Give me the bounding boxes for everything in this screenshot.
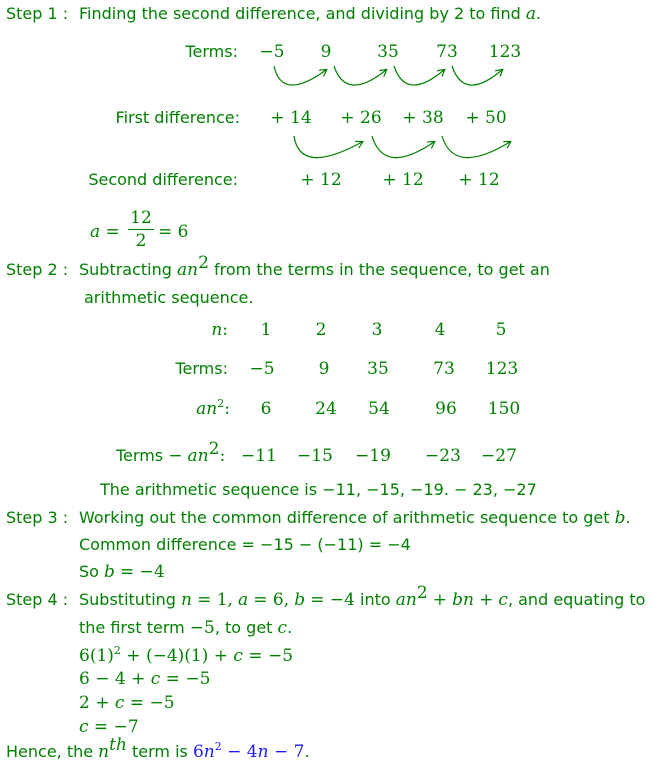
step2-description-line2: arithmetic sequence.	[84, 288, 254, 307]
arithmetic-value: −23	[425, 446, 461, 466]
n-value: 1	[260, 320, 272, 340]
step3-description: Working out the common difference of arithmetic sequence to get b.	[79, 508, 631, 528]
first-difference-value: + 38	[402, 108, 444, 128]
an2-value: 96	[435, 399, 457, 419]
step2-term: 9	[318, 359, 330, 379]
step1-term: 73	[436, 42, 458, 62]
a-equals: a =	[90, 222, 120, 242]
an2-value: 6	[260, 399, 272, 419]
arrow-terms-1	[274, 66, 326, 85]
an2-value: 150	[487, 399, 521, 419]
step2-terms-label: Terms:	[175, 359, 228, 378]
first-difference-value: + 50	[465, 108, 507, 128]
step2-term: 123	[485, 359, 519, 379]
n-value: 2	[315, 320, 327, 340]
n-value: 5	[495, 320, 507, 340]
second-difference-value: + 12	[382, 170, 424, 190]
arithmetic-value: −27	[481, 446, 517, 466]
a-denominator: 2	[135, 231, 147, 251]
arrow-terms-2	[334, 66, 386, 85]
arrow-first-2	[372, 136, 434, 158]
arrow-first-1	[294, 136, 362, 158]
final-answer: $6n^2 - 4n - 7$	[192, 740, 305, 762]
step1-label: Step 1 :	[6, 4, 69, 23]
equation-1: $6(1)^2 + (-4)(1) + c = -5$	[79, 644, 294, 666]
arrow-first-3	[442, 136, 510, 158]
terms-minus-an2-label: Terms − $an^2$:	[116, 439, 226, 466]
arithmetic-sequence-statement: The arithmetic sequence is −11, −15, −19. − 23, −27	[100, 480, 537, 499]
n-value: 3	[371, 320, 383, 340]
step2-term: 35	[367, 359, 389, 379]
step4-description-line2: the first term −5, to get c.	[79, 618, 293, 638]
first-difference-value: + 14	[270, 108, 312, 128]
equation-4: c = −7	[79, 717, 139, 737]
a-fraction	[128, 208, 154, 251]
step1-term: 123	[488, 42, 522, 62]
common-difference-line: Common difference = −15 − (−11) = −4	[79, 535, 411, 554]
an2-value: 54	[368, 399, 390, 419]
fraction-bar	[128, 229, 154, 230]
n-value: 4	[434, 320, 446, 340]
step1-term: −5	[259, 42, 285, 62]
second-difference-value: + 12	[300, 170, 342, 190]
arrow-terms-3	[394, 66, 444, 85]
step2-term: −5	[249, 359, 275, 379]
second-difference-label: Second difference:	[88, 170, 238, 189]
equation-3: 2 + c = −5	[79, 693, 175, 713]
step1-description: Finding the second difference, and dividing by 2 to find a.	[79, 4, 542, 24]
step2-description-line1: Subtracting $an^2$ from the terms in the sequence, to get an	[79, 253, 550, 280]
an2-label: $an^2$:	[196, 397, 230, 419]
n-label: n:	[211, 320, 228, 340]
step1-term: 9	[320, 42, 332, 62]
an2-value: 24	[315, 399, 337, 419]
arithmetic-value: −11	[241, 446, 277, 466]
equation-2: 6 − 4 + c = −5	[79, 669, 211, 689]
first-difference-value: + 26	[340, 108, 382, 128]
arrow-terms-4	[452, 66, 502, 85]
step1-terms-label: Terms:	[185, 42, 238, 61]
step3-label: Step 3 :	[6, 508, 69, 527]
step2-term: 73	[433, 359, 455, 379]
arithmetic-value: −15	[297, 446, 333, 466]
step2-label: Step 2 :	[6, 260, 69, 279]
step4-label: Step 4 :	[6, 590, 69, 609]
b-value-line: So b = −4	[79, 562, 165, 582]
step4-description-line1: Substituting n = 1, a = 6, b = −4 into $an^2$ + bn + c, and equating to	[79, 583, 646, 610]
conclusion: Hence, the $n^{th}$ term is $6n^2 - 4n - 7$.	[6, 735, 310, 762]
a-numerator: 12	[130, 208, 152, 228]
step1-term: 35	[377, 42, 399, 62]
second-difference-value: + 12	[458, 170, 500, 190]
arithmetic-value: −19	[355, 446, 391, 466]
first-difference-label: First difference:	[115, 108, 240, 127]
a-result: = 6	[158, 222, 189, 242]
